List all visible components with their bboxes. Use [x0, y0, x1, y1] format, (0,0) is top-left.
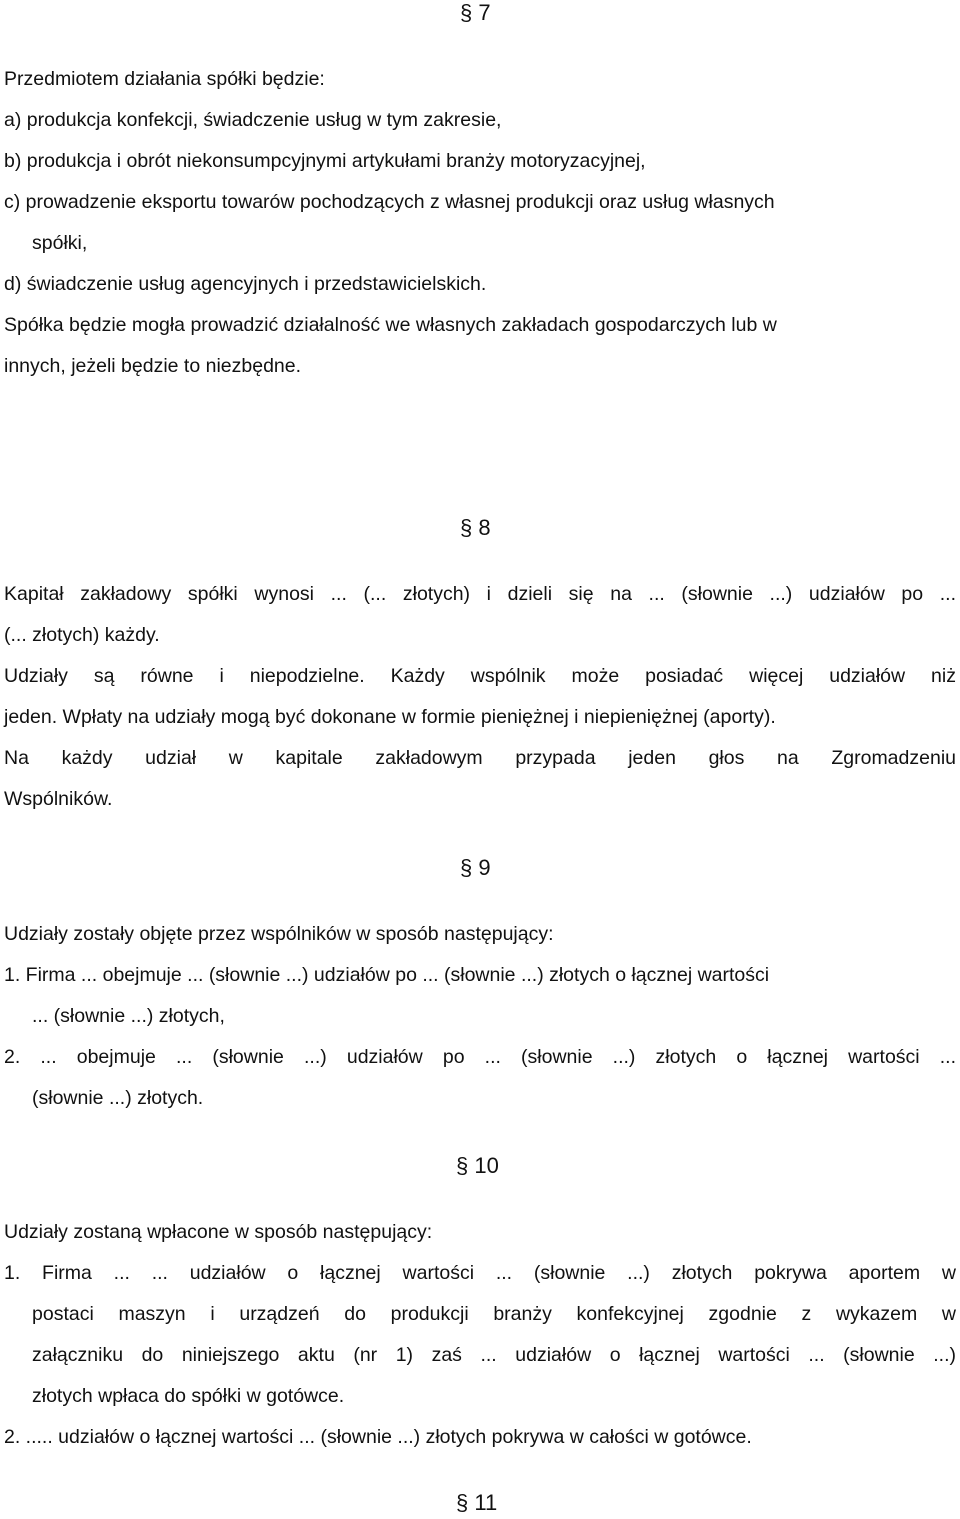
list-item-a: a) produkcja konfekcji, świadczenie usług w tym zakresie,	[4, 109, 502, 131]
paragraph-line: Udziały są równe i niepodzielne. Każdy wspólnik może posiadać więcej udziałów niż	[4, 665, 956, 687]
list-item-1: 1. Firma ... obejmuje ... (słownie ...) udziałów po ... (słownie ...) złotych o łącznej wartości	[4, 964, 770, 986]
list-item-c: c) prowadzenie eksportu towarów pochodzących z własnej produkcji oraz usług własnych	[4, 191, 775, 213]
paragraph-line: Na każdy udział w kapitale zakładowym przypada jeden głos na Zgromadzeniu	[4, 747, 956, 769]
list-item-1-continued: postaci maszyn i urządzeń do produkcji branży konfekcyjnej zgodnie z wykazem w	[32, 1303, 956, 1325]
paragraph-line: Kapitał zakładowy spółki wynosi ... (... złotych) i dzieli się na ... (słownie ...) udziałów po ...	[4, 583, 956, 605]
list-item-1-continued: załączniku do niniejszego aktu (nr 1) zaś ... udziałów o łącznej wartości ... (słownie ...)	[32, 1344, 956, 1366]
paragraph-line: innych, jeżeli będzie to niezbędne.	[4, 355, 302, 377]
list-item-2: 2. ..... udziałów o łącznej wartości ... (słownie ...) złotych pokrywa w całości w gotówce.	[4, 1426, 752, 1448]
list-item-1-continued: złotych wpłaca do spółki w gotówce.	[32, 1385, 345, 1407]
section-heading: § 7	[460, 0, 491, 25]
paragraph-line: Spółka będzie mogła prowadzić działalność we własnych zakładach gospodarczych lub w	[4, 314, 777, 336]
list-item-2-continued: (słownie ...) złotych.	[32, 1087, 204, 1109]
list-item-1-continued: ... (słownie ...) złotych,	[32, 1005, 225, 1027]
list-item-2: 2. ... obejmuje ... (słownie ...) udziałów po ... (słownie ...) złotych o łącznej wartości ...	[4, 1046, 956, 1068]
list-item-d: d) świadczenie usług agencyjnych i przedstawicielskich.	[4, 273, 487, 295]
paragraph-line: Wspólników.	[4, 788, 113, 810]
section-heading: § 11	[456, 1490, 498, 1515]
paragraph-line: Udziały zostały objęte przez wspólników w sposób następujący:	[4, 923, 554, 945]
paragraph-line: Udziały zostaną wpłacone w sposób następujący:	[4, 1221, 433, 1243]
paragraph-line: (... złotych) każdy.	[4, 624, 160, 646]
section-heading: § 10	[456, 1153, 499, 1178]
list-item-b: b) produkcja i obrót niekonsumpcyjnymi artykułami branży motoryzacyjnej,	[4, 150, 646, 172]
section-heading: § 8	[460, 515, 491, 540]
paragraph-line: jeden. Wpłaty na udziały mogą być dokonane w formie pieniężnej i niepieniężnej (aporty).	[4, 706, 776, 728]
section-heading: § 9	[460, 855, 491, 880]
list-item-c-continued: spółki,	[32, 232, 88, 254]
paragraph-line: Przedmiotem działania spółki będzie:	[4, 68, 325, 90]
list-item-1: 1. Firma ... ... udziałów o łącznej wartości ... (słownie ...) złotych pokrywa aportem w	[4, 1262, 956, 1284]
